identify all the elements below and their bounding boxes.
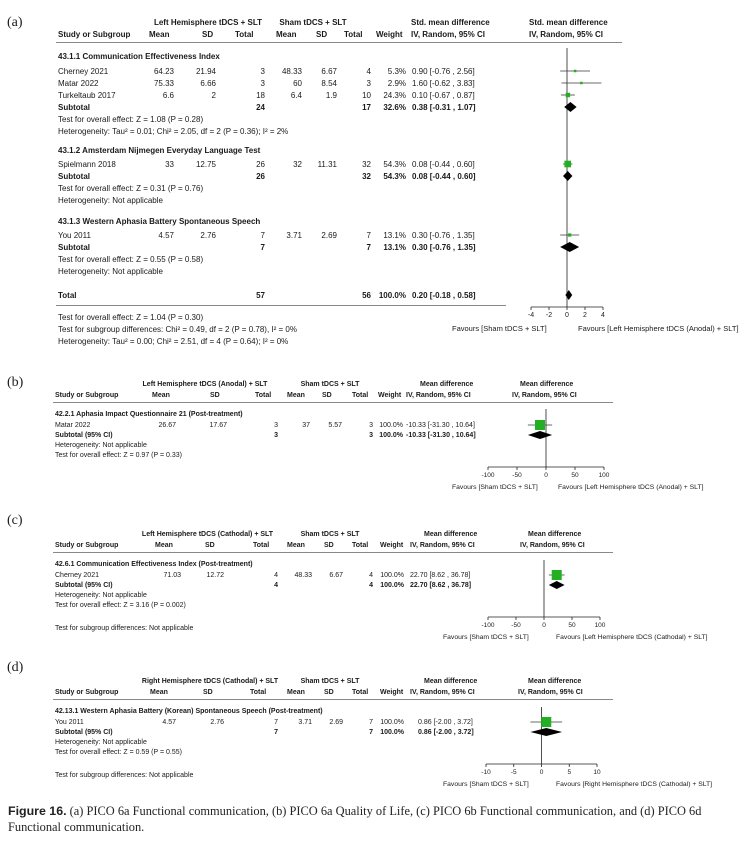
- a-sg1-s1-sd2: 6.67: [321, 67, 337, 76]
- a-sg2-s1-n2: 32: [362, 160, 371, 169]
- d-col-total-exp: Total: [250, 689, 267, 696]
- d-col-study: Study or Subgroup: [55, 689, 119, 696]
- a-sg1-s1-m2: 48.33: [281, 67, 302, 76]
- d-x-tick-label: -10: [481, 769, 491, 776]
- c-x-tick-label: -100: [481, 622, 495, 629]
- c-effect-subheader: IV, Random, 95% CI: [410, 542, 475, 549]
- c-plot-header: Mean difference: [528, 531, 582, 538]
- c-subtotal-n2: 4: [369, 582, 373, 589]
- a-sg3-subtotal-label: Subtotal: [58, 243, 90, 252]
- c-ctrl-group-header: Sham tDCS + SLT: [300, 531, 360, 538]
- a-sg3-s1-sd1: 2.76: [200, 231, 216, 240]
- d-study-box: [541, 717, 551, 727]
- b-x-tick-label: 50: [571, 472, 579, 479]
- a-sg2-s1-weight: 54.3%: [383, 160, 406, 169]
- forest-plot-a: [0, 0, 752, 350]
- a-sg1-s2-m2: 60: [293, 79, 302, 88]
- d-study-sd1: 2.76: [210, 719, 224, 726]
- a-sg1-s1-name: Cherney 2021: [58, 67, 109, 76]
- c-note-1: Heterogeneity: Not applicable: [55, 592, 147, 599]
- a-sg1-s1-weight: 5.3%: [387, 67, 406, 76]
- a-sg3-s1-m1: 4.57: [158, 231, 174, 240]
- d-col-weight: Weight: [380, 689, 404, 696]
- a-x-tick-label: -4: [527, 312, 535, 319]
- d-col-sd-exp: SD: [203, 689, 213, 696]
- a-sg2-subtotal-n2: 32: [362, 172, 371, 181]
- a-sg2-s1-sd1: 12.75: [195, 160, 216, 169]
- c-x-tick-label: -50: [511, 622, 521, 629]
- d-effect-header: Mean difference: [424, 678, 478, 685]
- a-col-study: Study or Subgroup: [58, 30, 131, 39]
- a-summary-diamond: [563, 171, 572, 181]
- b-note-1: Heterogeneity: Not applicable: [55, 442, 147, 449]
- a-sg2-s1-m2: 32: [293, 160, 302, 169]
- d-footer-note: Test for subgroup differences: Not applicable: [55, 772, 194, 779]
- c-note-2: Test for overall effect: Z = 3.16 (P = 0.002): [55, 602, 186, 609]
- a-sg1-s3-weight: 24.3%: [383, 91, 406, 100]
- d-col-total-ctrl: Total: [352, 689, 369, 696]
- figure-caption-label: Figure 16.: [8, 804, 67, 818]
- a-sg3-subtotal-n1: 7: [260, 243, 265, 252]
- a-sg1-title: 43.1.1 Communication Effectiveness Index: [58, 52, 220, 61]
- a-summary-diamond: [560, 242, 579, 252]
- a-total-ci: 0.20 [-0.18 , 0.58]: [412, 291, 476, 300]
- c-col-total-exp: Total: [253, 542, 270, 549]
- c-subgroup-title: 42.6.1 Communication Effectiveness Index (Post-treatment): [55, 561, 253, 568]
- panel-a-label: (a): [7, 15, 23, 30]
- a-sg3-s1-ci: 0.30 [-0.76 , 1.35]: [412, 231, 475, 240]
- d-col-mean-exp: Mean: [150, 689, 168, 696]
- a-x-tick-label: 2: [583, 312, 587, 319]
- d-study-m2: 3.71: [298, 719, 312, 726]
- figure-caption: [8, 803, 748, 835]
- c-study-weight: 100.0%: [380, 572, 404, 579]
- a-sg2-s1-name: Spielmann 2018: [58, 160, 116, 169]
- d-col-mean-ctrl: Mean: [287, 689, 305, 696]
- b-study-m2: 37: [302, 422, 310, 429]
- b-col-mean-exp: Mean: [152, 392, 170, 399]
- a-col-weight: Weight: [376, 30, 403, 39]
- b-study-n2: 3: [369, 422, 373, 429]
- b-col-weight: Weight: [378, 392, 402, 399]
- c-study-box: [552, 570, 562, 580]
- a-sg2-s1-m1: 33: [165, 160, 174, 169]
- a-sg1-s1-sd1: 21.94: [195, 67, 216, 76]
- a-favours-right: Favours [Left Hemisphere tDCS (Anodal) + SLT]: [578, 324, 739, 333]
- a-summary-diamond: [564, 102, 576, 112]
- a-sg3-title: 43.1.3 Western Aphasia Battery Spontaneous Speech: [58, 217, 261, 226]
- c-study-ci: 22.70 [8.62 , 36.78]: [410, 572, 471, 579]
- a-sg2-s1-n1: 26: [256, 160, 265, 169]
- a-sg3-subtotal-n2: 7: [366, 243, 371, 252]
- a-sg1-s3-name: Turkeltaub 2017: [58, 91, 116, 100]
- b-col-study: Study or Subgroup: [55, 392, 119, 399]
- b-subtotal-ci: -10.33 [-31.30 , 10.64]: [406, 432, 476, 439]
- panel-d: [0, 657, 752, 797]
- c-col-weight: Weight: [380, 542, 404, 549]
- d-subtotal-weight: 100.0%: [380, 729, 404, 736]
- c-favours-right: Favours [Left Hemisphere tDCS (Cathodal) + SLT]: [556, 634, 708, 641]
- a-sg1-s3-sd2: 1.9: [325, 91, 337, 100]
- a-sg2-s1-ci: 0.08 [-0.44 , 0.60]: [412, 160, 475, 169]
- d-study-sd2: 2.69: [329, 719, 343, 726]
- b-subtotal-n2: 3: [369, 432, 373, 439]
- a-footer-note-1: Test for overall effect: Z = 1.04 (P = 0.30): [58, 313, 204, 322]
- a-plot-subheader: IV, Random, 95% CI: [529, 30, 603, 39]
- a-sg2-note-2: Heterogeneity: Not applicable: [58, 196, 163, 205]
- d-col-sd-ctrl: SD: [324, 689, 334, 696]
- b-favours-right: Favours [Left Hemisphere tDCS (Anodal) + SLT]: [558, 484, 704, 491]
- a-sg1-subtotal-weight: 32.6%: [383, 103, 406, 112]
- panel-c-label: (c): [7, 513, 23, 528]
- d-x-tick-label: 10: [593, 769, 601, 776]
- a-sg1-s1-n1: 3: [260, 67, 265, 76]
- c-plot-subheader: IV, Random, 95% CI: [520, 542, 585, 549]
- a-sg1-s2-n1: 3: [260, 79, 265, 88]
- panel-a: [0, 0, 752, 350]
- a-sg1-s2-weight: 2.9%: [387, 79, 406, 88]
- a-sg3-s1-sd2: 2.69: [321, 231, 337, 240]
- c-study-name: Cherney 2021: [55, 572, 99, 579]
- d-favours-right: Favours [Right Hemisphere tDCS (Cathodal) + SLT]: [556, 781, 713, 788]
- a-sg3-s1-n1: 7: [260, 231, 265, 240]
- b-study-name: Matar 2022: [55, 422, 91, 429]
- b-subtotal-label: Subtotal (95% CI): [55, 432, 113, 439]
- a-col-mean-exp: Mean: [149, 30, 170, 39]
- c-x-tick-label: 50: [568, 622, 576, 629]
- d-subtotal-n1: 7: [274, 729, 278, 736]
- a-sg3-subtotal-ci: 0.30 [-0.76 , 1.35]: [412, 243, 476, 252]
- c-col-study: Study or Subgroup: [55, 542, 119, 549]
- a-sg2-s1-sd2: 11.31: [317, 160, 337, 169]
- b-plot-subheader: IV, Random, 95% CI: [512, 392, 577, 399]
- b-study-sd2: 5.57: [328, 422, 342, 429]
- c-subtotal-weight: 100.0%: [380, 582, 404, 589]
- d-x-tick-label: 5: [567, 769, 572, 776]
- panel-d-label: (d): [7, 660, 24, 675]
- c-col-mean-exp: Mean: [155, 542, 173, 549]
- a-sg1-s3-sd1: 2: [211, 91, 216, 100]
- a-study-box: [564, 161, 571, 168]
- a-sg3-s1-n2: 7: [366, 231, 371, 240]
- b-effect-subheader: IV, Random, 95% CI: [406, 392, 471, 399]
- panel-b: [0, 373, 752, 498]
- a-col-sd-exp: SD: [202, 30, 214, 39]
- c-study-n1: 4: [274, 572, 278, 579]
- a-sg3-subtotal-weight: 13.1%: [383, 243, 406, 252]
- a-sg1-s3-m1: 6.6: [162, 91, 174, 100]
- a-sg3-s1-weight: 13.1%: [383, 231, 406, 240]
- c-exp-group-header: Left Hemisphere tDCS (Cathodal) + SLT: [141, 531, 274, 538]
- b-col-total-exp: Total: [255, 392, 272, 399]
- d-exp-group-header: Right Hemisphere tDCS (Cathodal) + SLT: [141, 678, 279, 685]
- d-x-tick-label: -5: [510, 769, 517, 776]
- a-sg1-s2-sd2: 8.54: [321, 79, 337, 88]
- c-footer-note: Test for subgroup differences: Not applicable: [55, 625, 194, 632]
- a-sg3-note-2: Heterogeneity: Not applicable: [58, 267, 163, 276]
- c-col-total-ctrl: Total: [352, 542, 369, 549]
- a-sg2-title: 43.1.2 Amsterdam Nijmegen Everyday Language Test: [58, 146, 261, 155]
- b-effect-header: Mean difference: [420, 381, 474, 388]
- a-sg2-subtotal-label: Subtotal: [58, 172, 90, 181]
- a-sg2-subtotal-ci: 0.08 [-0.44 , 0.60]: [412, 172, 476, 181]
- a-col-mean-ctrl: Mean: [276, 30, 297, 39]
- a-sg2-subtotal-weight: 54.3%: [383, 172, 406, 181]
- a-total-n1: 57: [256, 291, 265, 300]
- c-subtotal-n1: 4: [274, 582, 278, 589]
- a-col-total-ctrl: Total: [344, 30, 363, 39]
- d-subtotal-label: Subtotal (95% CI): [55, 729, 113, 736]
- b-favours-left: Favours [Sham tDCS + SLT]: [452, 484, 538, 491]
- d-plot-subheader: IV, Random, 95% CI: [518, 689, 583, 696]
- a-summary-diamond: [565, 290, 572, 300]
- b-col-total-ctrl: Total: [352, 392, 369, 399]
- c-study-m2: 48.33: [294, 572, 312, 579]
- d-plot-header: Mean difference: [528, 678, 582, 685]
- forest-plot-d: [0, 657, 752, 797]
- d-subgroup-title: 42.13.1 Western Aphasia Battery (Korean) Spontaneous Speech (Post-treatment): [55, 708, 323, 715]
- b-summary-diamond: [528, 431, 552, 439]
- c-study-n2: 4: [369, 572, 373, 579]
- d-study-n1: 7: [274, 719, 278, 726]
- c-study-sd1: 12.72: [206, 572, 224, 579]
- a-study-box: [580, 82, 583, 85]
- d-study-ci: 0.86 [-2.00 , 3.72]: [418, 719, 473, 726]
- a-sg1-subtotal-label: Subtotal: [58, 103, 90, 112]
- c-study-m1: 71.03: [163, 572, 181, 579]
- a-ctrl-group-header: Sham tDCS + SLT: [279, 18, 347, 27]
- d-effect-subheader: IV, Random, 95% CI: [410, 689, 475, 696]
- a-sg3-note-1: Test for overall effect: Z = 0.55 (P = 0.58): [58, 255, 204, 264]
- d-subtotal-n2: 7: [369, 729, 373, 736]
- a-total-weight: 100.0%: [378, 291, 406, 300]
- c-x-tick-label: 100: [594, 622, 606, 629]
- a-study-box: [574, 70, 577, 73]
- d-note-2: Test for overall effect: Z = 0.59 (P = 0.55): [55, 749, 182, 756]
- a-total-label: Total: [58, 291, 77, 300]
- d-study-weight: 100.0%: [380, 719, 404, 726]
- panel-b-label: (b): [7, 375, 24, 390]
- b-col-sd-ctrl: SD: [322, 392, 332, 399]
- a-footer-note-3: Heterogeneity: Tau² = 0.00; Chi² = 2.51, df = 4 (P = 0.64); I² = 0%: [58, 337, 289, 346]
- a-sg1-s2-name: Matar 2022: [58, 79, 99, 88]
- a-sg1-s2-m1: 75.33: [153, 79, 174, 88]
- b-note-2: Test for overall effect: Z = 0.97 (P = 0.33): [55, 452, 182, 459]
- forest-plot-b: [0, 373, 752, 498]
- a-total-n2: 56: [362, 291, 371, 300]
- c-subtotal-label: Subtotal (95% CI): [55, 582, 113, 589]
- forest-plot-c: [0, 510, 752, 650]
- a-sg1-note-1: Test for overall effect: Z = 1.08 (P = 0.28): [58, 115, 204, 124]
- a-effect-subheader: IV, Random, 95% CI: [411, 30, 485, 39]
- a-sg1-s1-m1: 64.23: [153, 67, 174, 76]
- b-x-tick-label: 100: [598, 472, 610, 479]
- a-favours-left: Favours [Sham tDCS + SLT]: [452, 324, 547, 333]
- c-col-sd-ctrl: SD: [324, 542, 334, 549]
- c-subtotal-ci: 22.70 [8.62 , 36.78]: [410, 582, 472, 589]
- b-study-ci: -10.33 [-31.30 , 10.64]: [406, 422, 475, 429]
- b-subtotal-n1: 3: [274, 432, 278, 439]
- a-x-tick-label: 0: [565, 312, 569, 319]
- a-exp-group-header: Left Hemisphere tDCS + SLT: [153, 18, 263, 27]
- c-summary-diamond: [549, 581, 565, 589]
- a-study-box: [566, 93, 570, 97]
- b-subgroup-title: 42.2.1 Aphasia Impact Questionnaire 21 (Post-treatment): [55, 411, 243, 418]
- a-plot-header: Std. mean difference: [529, 18, 608, 27]
- a-footer-note-2: Test for subgroup differences: Chi² = 0.49, df = 2 (P = 0.78), I² = 0%: [58, 325, 297, 334]
- panel-c: [0, 510, 752, 650]
- a-sg1-s2-sd1: 6.66: [200, 79, 216, 88]
- b-x-tick-label: -50: [512, 472, 522, 479]
- d-ctrl-group-header: Sham tDCS + SLT: [300, 678, 360, 685]
- b-study-weight: 100.0%: [379, 422, 403, 429]
- a-sg1-s1-ci: 0.90 [-0.76 , 2.56]: [412, 67, 475, 76]
- a-effect-header: Std. mean difference: [411, 18, 490, 27]
- d-x-tick-label: 0: [539, 769, 544, 776]
- d-study-m1: 4.57: [162, 719, 176, 726]
- c-col-mean-ctrl: Mean: [287, 542, 305, 549]
- c-favours-left: Favours [Sham tDCS + SLT]: [443, 634, 529, 641]
- a-sg3-s1-name: You 2011: [58, 231, 91, 240]
- a-x-tick-label: 4: [601, 312, 605, 319]
- d-summary-diamond: [530, 728, 562, 736]
- b-study-n1: 3: [274, 422, 278, 429]
- c-study-sd2: 6.67: [329, 572, 343, 579]
- b-x-tick-label: -100: [481, 472, 495, 479]
- a-sg1-s3-ci: 0.10 [-0.67 , 0.87]: [412, 91, 475, 100]
- a-sg1-s3-n1: 18: [256, 91, 265, 100]
- b-study-box: [535, 420, 545, 430]
- b-x-tick-label: 0: [544, 472, 548, 479]
- a-col-sd-ctrl: SD: [316, 30, 328, 39]
- c-col-sd-exp: SD: [205, 542, 215, 549]
- a-sg1-s1-n2: 4: [366, 67, 371, 76]
- a-sg1-s2-n2: 3: [366, 79, 371, 88]
- a-sg2-note-1: Test for overall effect: Z = 0.31 (P = 0.76): [58, 184, 204, 193]
- d-subtotal-ci: 0.86 [-2.00 , 3.72]: [418, 729, 474, 736]
- a-sg3-s1-m2: 3.71: [286, 231, 302, 240]
- a-sg1-s3-n2: 10: [362, 91, 371, 100]
- a-sg1-subtotal-ci: 0.38 [-0.31 , 1.07]: [412, 103, 476, 112]
- d-study-n2: 7: [369, 719, 373, 726]
- a-col-total-exp: Total: [235, 30, 254, 39]
- b-study-sd1: 17.67: [209, 422, 227, 429]
- a-sg1-s3-m2: 6.4: [290, 91, 302, 100]
- b-col-mean-ctrl: Mean: [287, 392, 305, 399]
- a-sg1-subtotal-n1: 24: [256, 103, 265, 112]
- d-favours-left: Favours [Sham tDCS + SLT]: [443, 781, 529, 788]
- c-effect-header: Mean difference: [424, 531, 478, 538]
- a-sg1-s2-ci: 1.60 [-0.62 , 3.83]: [412, 79, 475, 88]
- a-x-tick-label: -2: [545, 312, 553, 319]
- d-note-1: Heterogeneity: Not applicable: [55, 739, 147, 746]
- figure-caption-text: (a) PICO 6a Functional communication, (b) PICO 6a Quality of Life, (c) PICO 6b Functional communication, and (d) PICO 6d Functional communication.: [8, 804, 702, 834]
- a-study-box: [568, 233, 571, 236]
- b-exp-group-header: Left Hemisphere tDCS (Anodal) + SLT: [142, 381, 268, 388]
- c-x-tick-label: 0: [542, 622, 546, 629]
- b-col-sd-exp: SD: [210, 392, 220, 399]
- a-sg1-note-2: Heterogeneity: Tau² = 0.01; Chi² = 2.05, df = 2 (P = 0.36); I² = 2%: [58, 127, 289, 136]
- d-study-name: You 2011: [55, 719, 84, 726]
- b-study-m1: 26.67: [158, 422, 176, 429]
- b-plot-header: Mean difference: [520, 381, 574, 388]
- b-ctrl-group-header: Sham tDCS + SLT: [300, 381, 360, 388]
- b-subtotal-weight: 100.0%: [379, 432, 403, 439]
- a-sg1-subtotal-n2: 17: [362, 103, 371, 112]
- a-sg2-subtotal-n1: 26: [256, 172, 265, 181]
